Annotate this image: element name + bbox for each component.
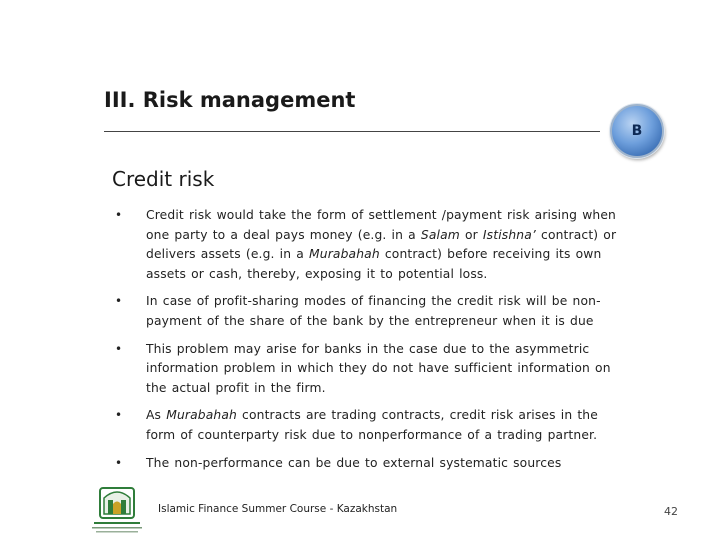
bullet-item-3 xyxy=(112,340,632,399)
slide-subtitle: Credit risk xyxy=(112,167,215,191)
bullet-text xyxy=(146,342,611,395)
text-run: contract) or delivers assets (e.g. in a xyxy=(146,227,617,262)
footer-text: Islamic Finance Summer Course - Kazakhstan xyxy=(158,503,398,515)
italic-term: Murabahah xyxy=(166,408,237,423)
bullet-text xyxy=(146,408,598,442)
bullet-list xyxy=(112,206,632,473)
bullet-text xyxy=(146,208,616,281)
bullet-marker: • xyxy=(115,208,123,222)
slide-title: III. Risk management xyxy=(104,88,356,112)
text-run: The non-performance can be due to external systematic sources xyxy=(146,455,562,470)
text-run: As xyxy=(146,408,167,423)
text-run: contracts are trading contracts, credit risk arises in the form of counterparty risk due to nonperformance of a trading partner. xyxy=(146,408,598,442)
bullet-item-4 xyxy=(112,406,632,445)
italic-term: Istishna’ xyxy=(482,227,536,242)
italic-term: Salam xyxy=(420,227,460,242)
bullet-item-5 xyxy=(112,454,632,474)
bullet-item-2 xyxy=(112,292,632,331)
text-run: Credit risk would take the form of settlement /payment risk arising when one party to a deal pays money (e.g. in a xyxy=(146,208,616,242)
bullet-marker: • xyxy=(115,341,123,356)
page-number: 42 xyxy=(664,505,678,518)
bullet-marker: • xyxy=(115,408,123,423)
bullet-text xyxy=(146,456,561,470)
section-badge: B xyxy=(610,104,664,158)
bullet-text xyxy=(146,294,601,328)
bullet-marker: • xyxy=(115,294,123,309)
bullet-item-1 xyxy=(112,206,632,284)
text-run: or xyxy=(459,227,483,242)
text-run: In case of profit-sharing modes of financing the credit risk will be non-payment of the share of the bank by the entrepreneur when it is due xyxy=(146,294,601,328)
university-logo-icon xyxy=(88,484,146,536)
text-run: This problem may arise for banks in the case due to the asymmetric information problem in which they do not have sufficient information on the actual profit in the firm. xyxy=(146,341,611,395)
title-divider xyxy=(104,131,600,132)
bullet-marker: • xyxy=(115,455,123,470)
text-run: contract) before receiving its own assets or cash, thereby, exposing it to potential loss. xyxy=(146,247,602,281)
italic-term: Murabahah xyxy=(308,247,380,262)
